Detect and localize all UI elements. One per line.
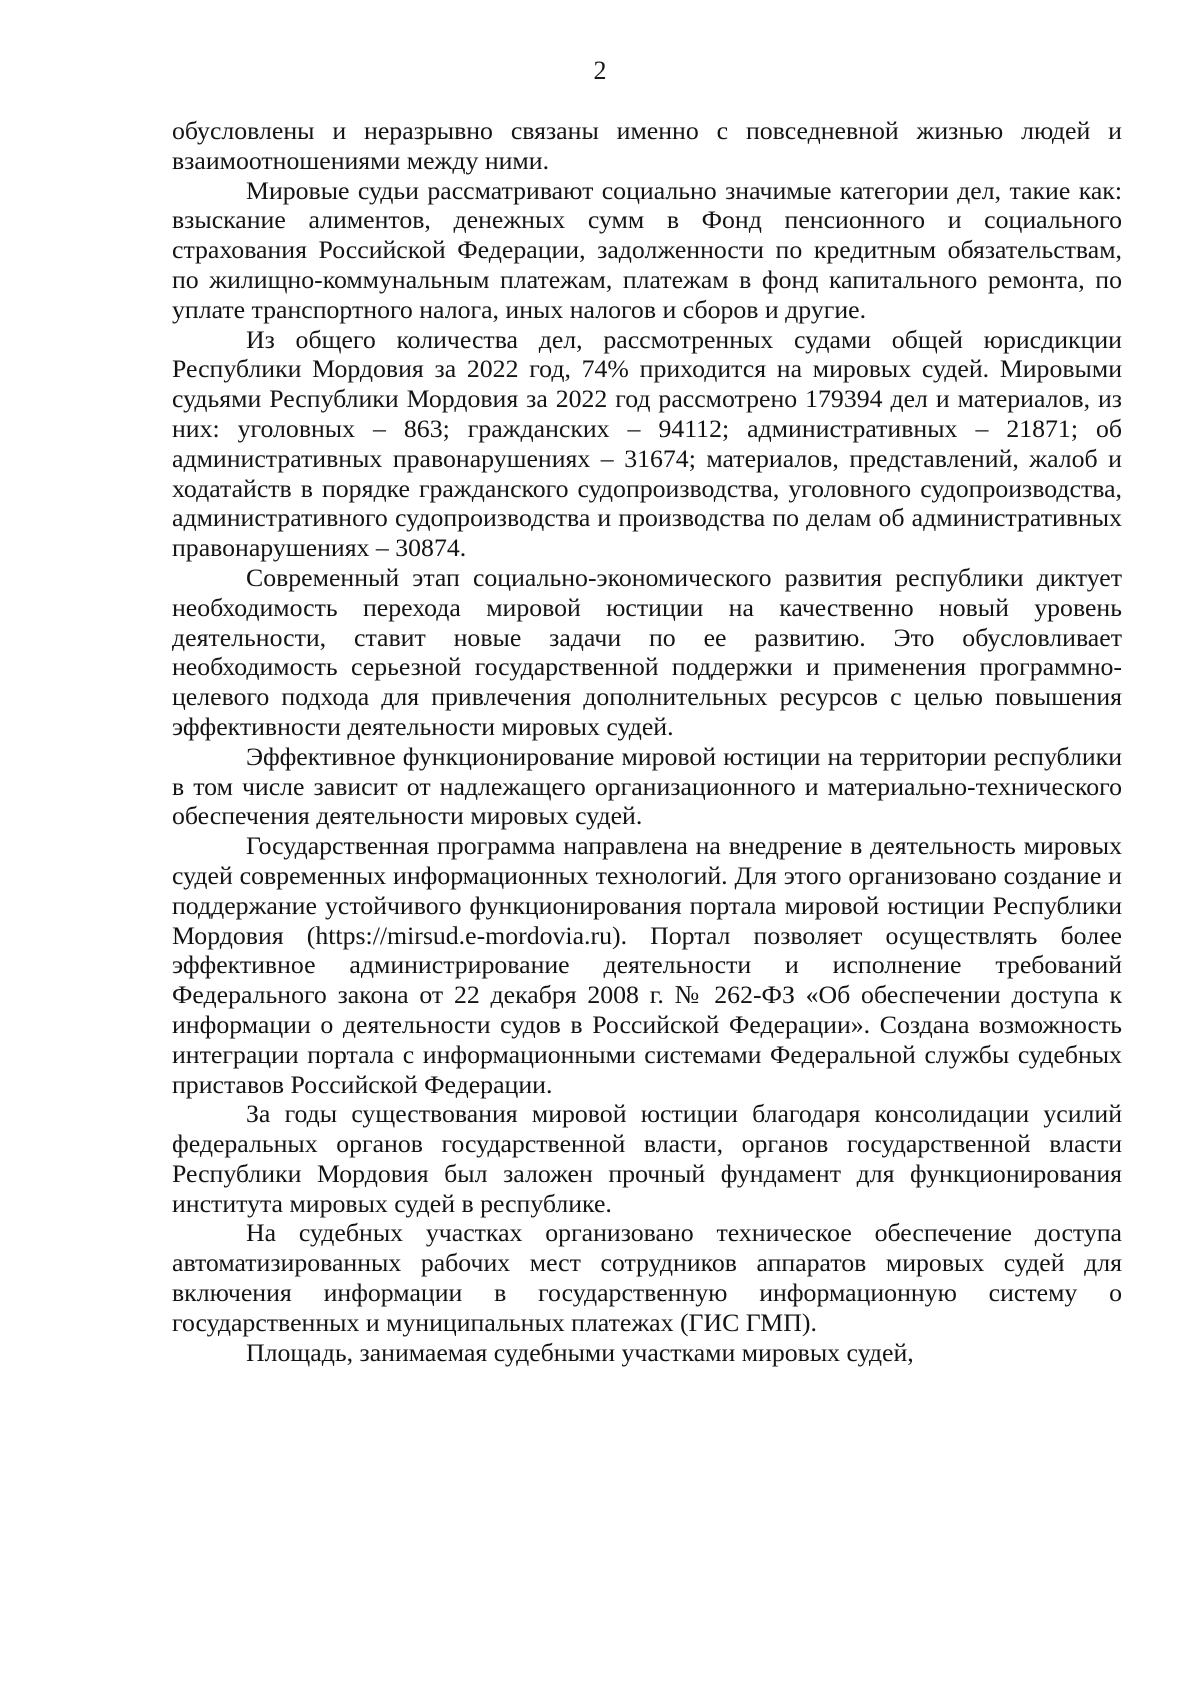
paragraph-state-program: Государственная программа направлена на внедрение в деятельность мировых судей современных информационных технологий. Для этого организовано создание и поддержание устойчивого функционирования портала мировой юстиции Республики Мордовия (https://mirsud.e-mordovia.ru). Портал позволяет осуществлять более эффективное администрирование деятельности и исполнение требований Федерального закона от 22 декабря 2008 г. № 262-ФЗ «Об обеспечении доступа к информации о деятельности судов в Российской Федерации». Создана возможность интеграции портала с информационными системами Федеральной службы судебных приставов Российской Федерации. [172, 831, 1122, 1099]
document-body [172, 116, 1122, 1367]
paragraph-continuation: обусловлены и неразрывно связаны именно с повседневной жизнью людей и взаимоотношениями между ними. [172, 116, 1122, 175]
paragraph-years-of-existence: За годы существования мировой юстиции благодаря консолидации усилий федеральных органов государственной власти, органов государственной власти Республики Мордовия был заложен прочный фундамент для функционирования института мировых судей в республике. [172, 1099, 1122, 1218]
page-number: 2 [593, 56, 607, 85]
paragraph-development-stage: Современный этап социально-экономического развития республики диктует необходимость перехода мировой юстиции на качественно новый уровень деятельности, ставит новые задачи по ее развитию. Это обусловливает необходимость серьезной государственной поддержки и применения программно-целевого подхода для привлечения дополнительных ресурсов с целью повышения эффективности деятельности мировых судей. [172, 562, 1122, 741]
paragraph-area-occupied: Площадь, занимаемая судебными участками мировых судей, [246, 1337, 914, 1367]
paragraph-effective-functioning: Эффективное функционирование мировой юстиции на территории республики в том числе зависит от надлежащего организационного и материально-технического обеспечения деятельности мировых судей. [172, 741, 1122, 831]
paragraph-case-categories: Мировые судьи рассматривают социально значимые категории дел, такие как: взыскание алиментов, денежных сумм в Фонд пенсионного и социального страхования Российской Федерации, задолженности по кредитным обязательствам, по жилищно-коммунальным платежам, платежам в фонд капитального ремонта, по уплате транспортного налога, иных налогов и сборов и другие. [172, 175, 1122, 324]
paragraph-case-statistics: Из общего количества дел, рассмотренных судами общей юрисдикции Республики Мордовия за 2022 год, 74% приходится на мировых судей. Мировыми судьями Республики Мордовия за 2022 год рассмотрено 179394 дел и материалов, из них: уголовных – 863; гражданских – 94112; административных – 21871; об административных правонарушениях – 31674; материалов, представлений, жалоб и ходатайств в порядке гражданского судопроизводства, уголовного судопроизводства, административного судопроизводства и производства по делам об административных правонарушениях – 30874. [172, 324, 1122, 563]
paragraph-technical-support: На судебных участках организовано техническое обеспечение доступа автоматизированных рабочих мест сотрудников аппаратов мировых судей для включения информации в государственную информационную систему о государственных и муниципальных платежах (ГИС ГМП). [172, 1218, 1122, 1337]
